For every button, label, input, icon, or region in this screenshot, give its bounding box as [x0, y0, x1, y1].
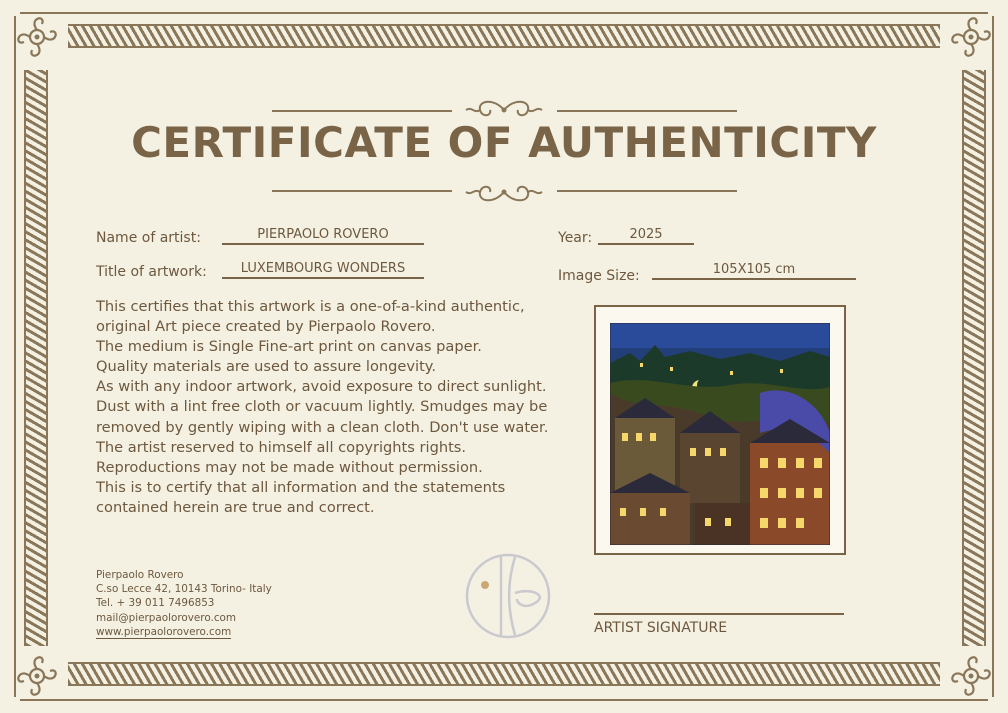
corner-ornament-bottom-left — [8, 647, 66, 705]
corner-ornament-top-right — [942, 8, 1000, 66]
scroll-ornament-bottom — [464, 178, 544, 206]
artist-name-value: PIERPAOLO ROVERO — [222, 227, 424, 245]
contact-address: C.so Lecce 42, 10143 Torino- Italy — [96, 583, 272, 596]
certificate-title: CERTIFICATE OF AUTHENTICITY — [131, 118, 877, 167]
statement-line: As with any indoor artwork, avoid exposure to direct sunlight. — [96, 378, 547, 396]
statement-line: The medium is Single Fine-art print on canvas paper. — [96, 338, 482, 356]
statement-line: contained herein are true and correct. — [96, 498, 375, 516]
frame-line-bottom — [20, 699, 988, 701]
statement-line: This certifies that this artwork is a one-of-a-kind authentic, — [96, 298, 525, 315]
contact-name: Pierpaolo Rovero — [96, 569, 184, 581]
year-label: Year: — [558, 230, 593, 246]
statement-line: Dust with a lint free cloth or vacuum lightly. Smudges may be — [96, 398, 548, 416]
artwork-image — [610, 323, 830, 545]
artwork-title-value: LUXEMBOURG WONDERS — [222, 261, 424, 279]
rope-border-top — [68, 24, 940, 48]
rope-border-bottom — [68, 662, 940, 686]
image-size-label: Image Size: — [558, 268, 640, 284]
frame-line-top — [20, 12, 988, 14]
title-rule-bottom-right — [557, 190, 737, 192]
artist-seal-logo — [463, 553, 553, 639]
contact-website-link[interactable]: www.pierpaolorovero.com — [96, 625, 232, 638]
title-rule-top-left — [272, 110, 452, 112]
statement-line: Quality materials are used to assure longevity. — [96, 358, 436, 376]
title-rule-bottom-left — [272, 190, 452, 192]
corner-ornament-top-left — [8, 8, 66, 66]
artwork-frame — [594, 305, 846, 555]
certification-statement — [96, 297, 566, 518]
title-rule-top-right — [557, 110, 737, 112]
artist-name-label: Name of artist: — [96, 230, 201, 246]
signature-line — [594, 613, 844, 615]
statement-line: This is to certify that all information and the statements — [96, 478, 506, 496]
contact-email[interactable]: mail@pierpaolorovero.com — [96, 611, 237, 624]
statement-line: Reproductions may not be made without permission. — [96, 458, 483, 476]
statement-line: original Art piece created by Pierpaolo Rovero. — [96, 318, 436, 336]
corner-ornament-bottom-right — [942, 647, 1000, 705]
statement-line: The artist reserved to himself all copyrights rights. — [96, 438, 467, 456]
contact-phone: Tel. + 39 011 7496853 — [96, 597, 215, 610]
image-size-value: 105X105 cm — [652, 262, 856, 280]
year-value: 2025 — [598, 227, 694, 245]
artist-signature-label: ARTIST SIGNATURE — [594, 620, 728, 636]
artwork-title-label: Title of artwork: — [96, 264, 207, 280]
statement-line: removed by gently wiping with a clean cloth. Don't use water. — [96, 418, 549, 436]
contact-block — [96, 568, 272, 639]
